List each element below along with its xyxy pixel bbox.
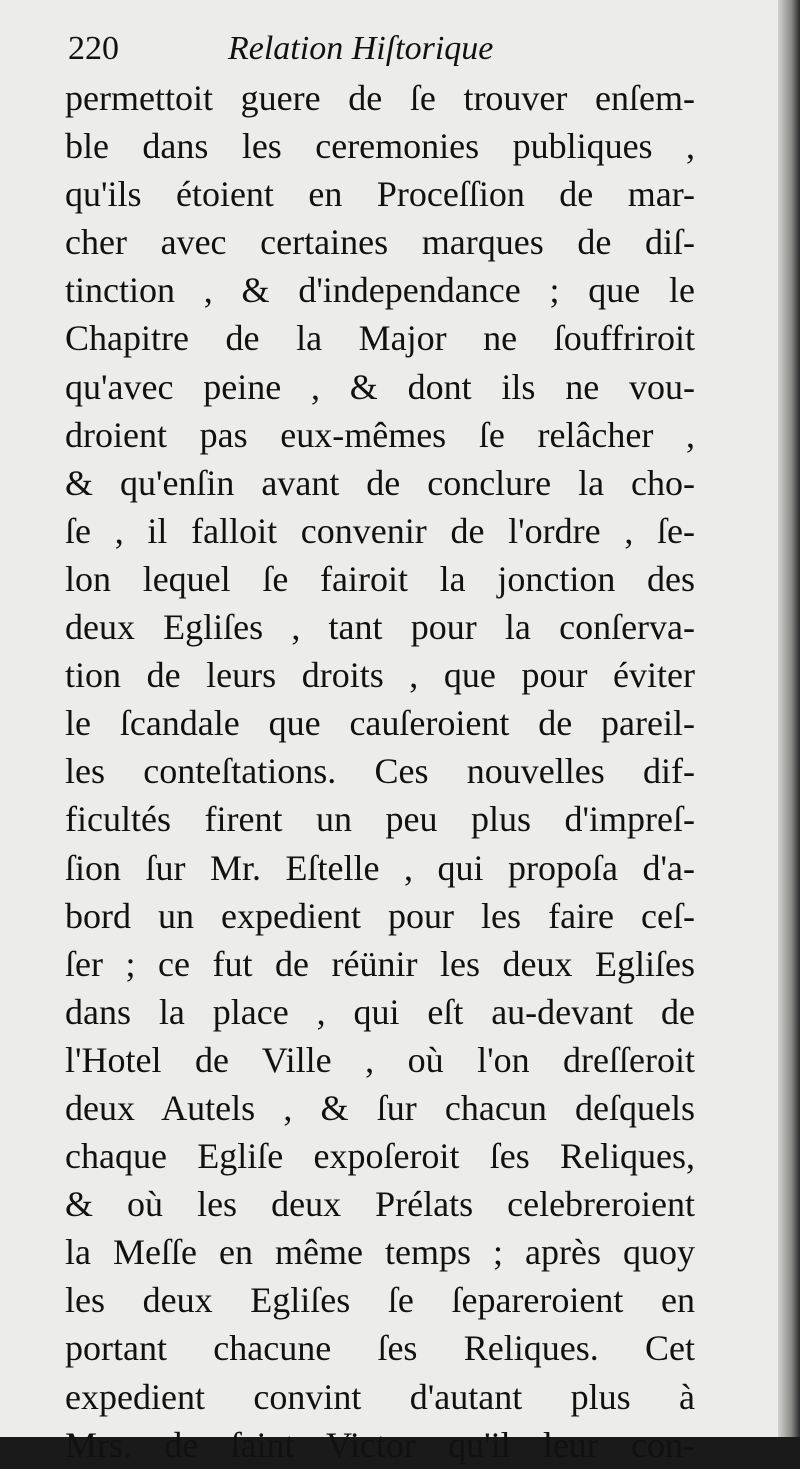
text-line: Mrs. de ſaint Victor qu'il leur con- [65, 1424, 695, 1465]
text-line: tion de leurs droits , que pour éviter [65, 655, 695, 696]
text-line: la Meſſe en même temps ; après quoy [65, 1232, 695, 1273]
text-line: ſion ſur Mr. Eſtelle , qui propoſa d'a- [65, 847, 695, 888]
text-line: ſe , il falloit convenir de l'ordre , ſe- [65, 510, 695, 551]
page-edge [778, 0, 800, 1437]
body-text [65, 74, 695, 1469]
text-line: les deux Egliſes ſe ſepareroient en [65, 1280, 695, 1321]
running-title: Relation Hiſtorique [228, 30, 494, 67]
text-line: & qu'enſin avant de conclure la cho- [65, 462, 695, 503]
text-line: qu'avec peine , & dont ils ne vou- [65, 366, 695, 407]
text-line: dans la place , qui eſt au-devant de [65, 991, 695, 1032]
text-line: ble dans les ceremonies publiques , [65, 126, 695, 167]
text-line: bord un expedient pour les faire ceſ- [65, 895, 695, 936]
text-line: lon lequel ſe fairoit la jonction des [65, 558, 695, 599]
text-line: chaque Egliſe expoſeroit ſes Reliques, [65, 1136, 695, 1177]
text-line: l'Hotel de Ville , où l'on dreſſeroit [65, 1039, 695, 1080]
text-line: le ſcandale que cauſeroient de pareil- [65, 703, 695, 744]
text-line: ſer ; ce fut de réünir les deux Egliſes [65, 943, 695, 984]
text-line: qu'ils étoient en Proceſſion de mar- [65, 174, 695, 215]
page-header [68, 28, 688, 80]
text-line: permettoit guere de ſe trouver enſem- [65, 78, 695, 118]
text-line: & où les deux Prélats celebreroient [65, 1184, 695, 1225]
text-line: portant chacune ſes Reliques. Cet [65, 1328, 695, 1369]
text-line: cher avec certaines marques de diſ- [65, 222, 695, 263]
text-line: deux Egliſes , tant pour la conſerva- [65, 607, 695, 648]
text-line: les conteſtations. Ces nouvelles dif- [65, 751, 695, 792]
page-number: 220 [68, 30, 119, 67]
text-line: Chapitre de la Major ne ſouffriroit [65, 318, 695, 359]
text-line: ficultés firent un peu plus d'impreſ- [65, 799, 695, 840]
text-line: deux Autels , & ſur chacun deſquels [65, 1087, 695, 1128]
text-line: tinction , & d'independance ; que le [65, 270, 695, 311]
text-line: expedient convint d'autant plus à [65, 1376, 695, 1417]
text-line: droient pas eux-mêmes ſe relâcher , [65, 414, 695, 455]
